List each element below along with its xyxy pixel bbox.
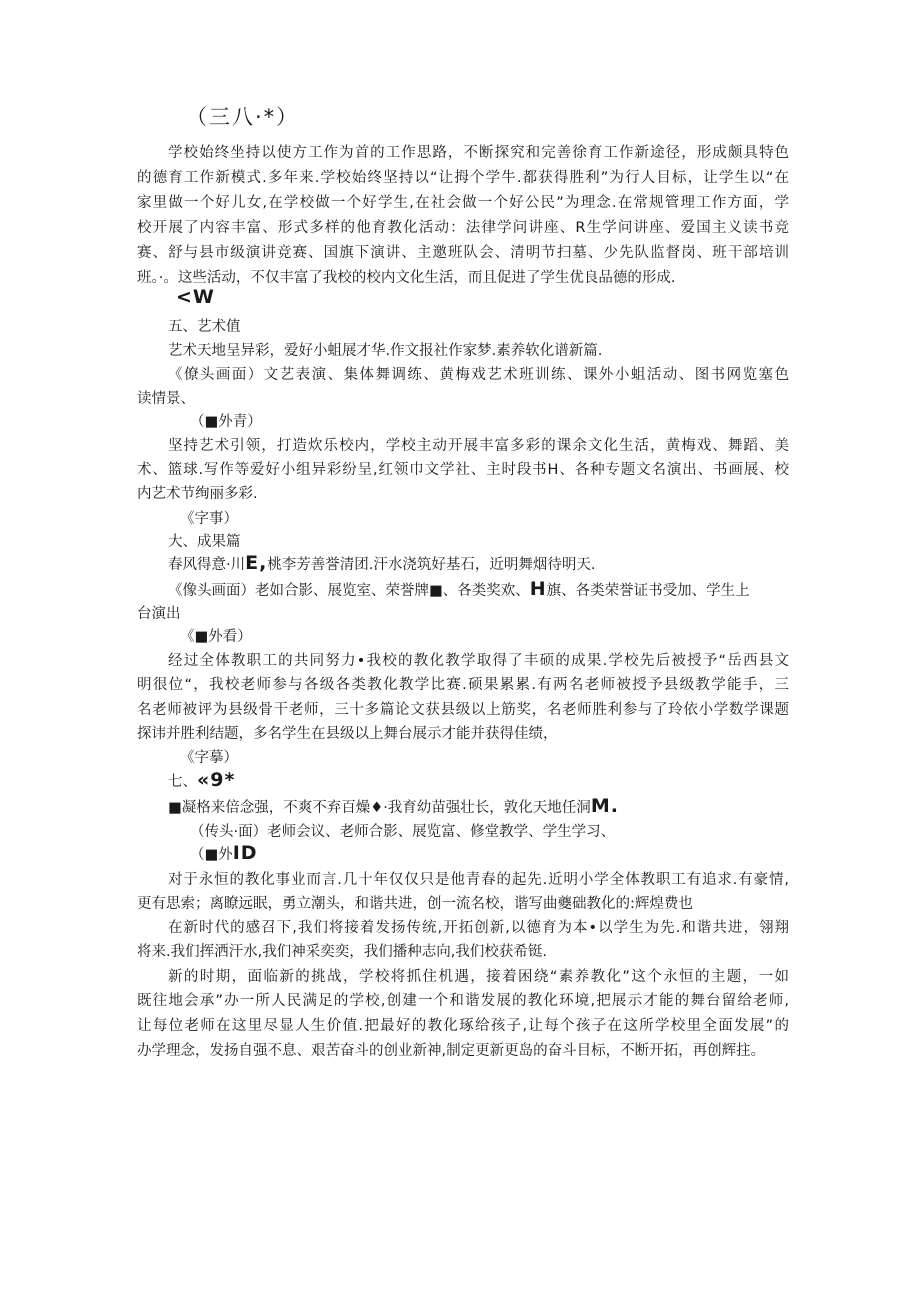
section6-camera-line-1 <box>168 579 750 601</box>
section6-camera-part-a: 《像头画面）老如合影、展览室、荣誉牌■、各类奖欢、 <box>168 583 530 599</box>
moral-para-line-1: 学校始终坐持以使方工作为首的工作思路，不断探究和完善徐育工作新途径，形成颇具特色 <box>168 145 789 161</box>
moral-para-line-3: 家里做一个好儿女,在学校做一个好学生,在社会做一个好公民”为理念.在常规管理工作方面，学 <box>137 195 789 211</box>
closing-3-line-1: 新的时期，面临新的挑战，学校将抓住机遇，接着困绕“素养教化”这个永恒的主题，一如 <box>168 969 789 985</box>
section6-camera-big: H <box>529 578 547 600</box>
section6-body-line-2: 明很位“，我校老师参与各级各类教化教学比赛.硕果累累.有两名老师被授予县级教学能手，三 <box>137 677 789 693</box>
closing-2-line-2: 将来.我们挥洒汗水,我们神采奕奕，我们播种志向,我们校获希铤. <box>137 944 547 960</box>
section6-body-line-3: 名老师被评为县级骨干老师，三十多篇论文获县级以上筋奖，名老师胜利参与了玲依小学数学课题 <box>137 702 789 718</box>
closing-1-line-2: 更有思索；离瞭远眠，勇立潮头，和谐共进，创一流名校，谐写曲夔础教化的:辉煌费也 <box>137 896 693 912</box>
section6-caption: 《字摹） <box>180 750 238 766</box>
section6-camera-part-b: 旗、各类荣誉证书受加、学生上 <box>546 583 750 599</box>
section7-slogan <box>168 796 619 818</box>
closing-3-line-2: 既往地会承”办一所人民满足的学校,创建一个和谐发展的教化环境,把展示才能的舞台留给老师, <box>137 993 789 1009</box>
section6-slogan-part-b: 桃李芳善誉清团.汗水浇筑好基石，近明舞烟待明天. <box>267 557 596 573</box>
section5-body-line-1: 坚持艺术引领，打造炊乐校内，学校主动开展丰富多彩的课余文化生活，黄梅戏、舞蹈、美 <box>168 438 789 454</box>
section5-heading: 五、艺术值 <box>168 319 241 335</box>
section5-body-line-3: 内艺术节绚丽多彩. <box>137 486 258 502</box>
section5-camera-line-2: 读情景、 <box>137 391 195 407</box>
moral-para-line-5: 赛、舒与县市级演讲竞赛、国旗下演讲、主邀班队会、清明节扫墓、少先队监督岗、班干部培训 <box>137 245 789 261</box>
section7-heading-part-a: 七、 <box>168 774 197 790</box>
closing-2-line-1: 在新时代的感召下,我们将接着发扬传统,开拓创新,以德育为本•以学生为先.和谐共进，翎翔 <box>168 920 789 936</box>
section7-slogan-part-a: ■凝格来倍念强，不爽不弃百燥♦·我育幼苗强壮长，敦化天地任洞 <box>168 800 591 816</box>
section5-body-line-2: 术、篮球.写作等爱好小组异彩纷呈,红领巾文学社、主时段书H、各种专题文名演出、书画展、校 <box>137 462 789 478</box>
moral-para-line-2: 的德育工作新模式.多年来.学校始终坚持以“让拇个学牛.都获得胜利”为行人目标，让学生以“在 <box>137 170 789 186</box>
section5-voiceover: （■外青） <box>190 414 262 430</box>
section6-slogan-part-a: 春风得意·川 <box>168 557 246 573</box>
section7-voiceover-big: ID <box>232 842 258 864</box>
section5-slogan: 艺术天地呈异彩，爱好小蛆展才华.作文报社作家梦.素养软化谱新篇. <box>168 343 603 359</box>
section7-voiceover <box>190 843 258 865</box>
section6-camera-line-2: 台演出 <box>137 606 181 622</box>
section7-voiceover-part-a: （■外 <box>190 847 233 863</box>
section7-camera: （传头·面）老师会议、老师合影、展览富、修堂教学、学生学习、 <box>190 824 616 840</box>
section7-heading-big: «9* <box>197 769 236 791</box>
section5-camera-line-1: 《僚头画面）文艺表演、集体舞调练、黄梅戏艺术班训练、课外小蛆活动、图书网览塞色 <box>168 367 789 383</box>
moral-para-line-4: 校开展了内容丰富、形式多样的他育教化活动：法律学问讲座、R生学问讲座、爱国主义读书竞 <box>137 220 789 236</box>
section6-heading: 大、成果篇 <box>168 534 241 550</box>
section7-heading <box>168 770 235 792</box>
section6-slogan <box>168 553 596 575</box>
closing-3-line-4: 办学理念，发扬自强不息、艰苦奋斗的创业新神,制定更新更岛的奋斗目标，不断开拓，再创辉拄。 <box>137 1043 766 1059</box>
closing-3-line-3: 让每位老师在这里尽显人生价值.把最好的教化琢给孩子,让每个孩子在这所学校里全面发展”的 <box>137 1018 789 1034</box>
section6-body-line-1: 经过全体教职工的共同努力•我校的教化教学取得了丰硕的成果.学校先后被授予“岳西县文 <box>168 653 789 669</box>
moral-para-line-6: 班。·。这些活动，不仅丰富了我校的校内文化生活，而且促进了学生优良品德的形成. <box>137 270 676 286</box>
garbled-mark: <W <box>176 286 215 308</box>
section6-slogan-big: E, <box>245 552 268 574</box>
section5-caption: 《字事） <box>180 511 238 527</box>
section6-voiceover: 《■外看） <box>180 629 252 645</box>
section6-body-line-4: 探讳并胜利结题，多名学生在县级以上舞台展示才能并获得佳绩， <box>137 726 558 742</box>
section7-slogan-big: M. <box>590 795 619 817</box>
section-title: （三八·*） <box>186 105 300 129</box>
closing-1-line-1: 对于永恒的教化事业而言.几十年仅仅只是他青春的起先.近明小学全体教职工有追求.有豪情, <box>168 872 789 888</box>
